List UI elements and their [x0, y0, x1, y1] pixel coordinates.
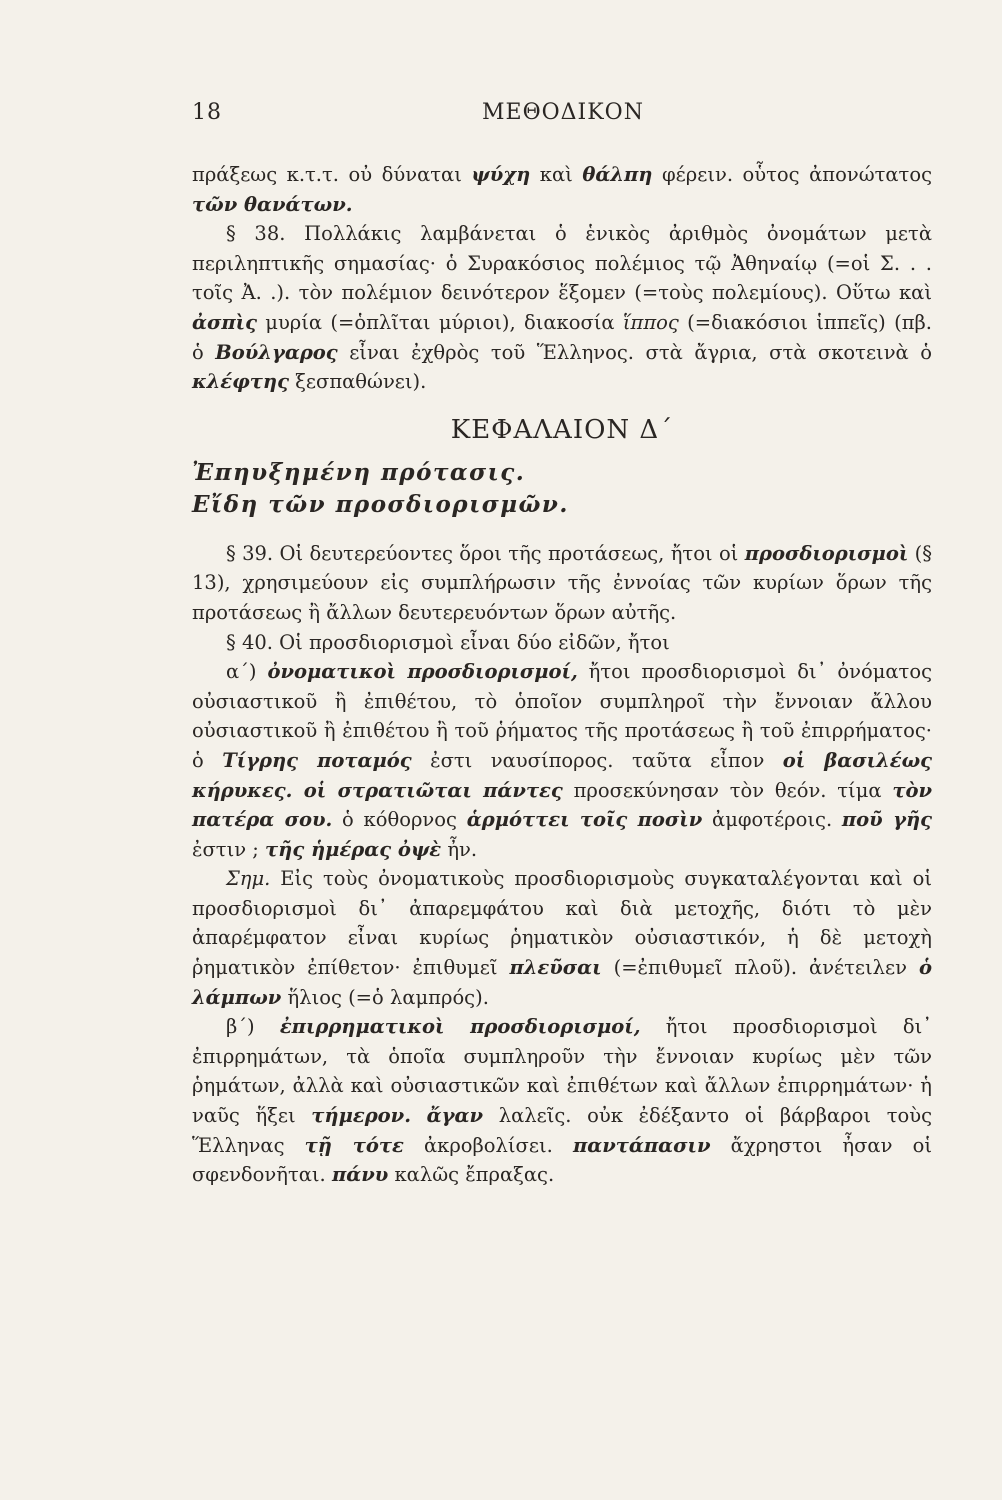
text-run: ἥλιος (=ὁ λαμπρός). — [281, 985, 489, 1009]
text-run: ἤτοι προσδιορισμοὶ δι᾽ ἐπιρρημάτων, τὰ ὁποῖα συμπληροῦν τὴν ἔννοιαν κυρίως μὲν τῶν ῥημάτων, ἀλλὰ καὶ οὐσιαστικῶν καὶ ἐπιθέτων καὶ ἄλλων ἐπιρρημάτων· ἡ ναῦς ἥξει — [192, 1015, 932, 1128]
spacer — [192, 521, 932, 539]
emphasis-run: τήμερον. — [311, 1104, 411, 1128]
item-a — [192, 657, 932, 864]
emphasis-run: ὁ λάμπων — [192, 956, 933, 1009]
text-run: καὶ — [530, 163, 583, 186]
emphasis-run: ποῦ γῆς — [841, 808, 932, 832]
emphasis-run: ἐπιρρηματικοὶ προσδιορισμοί, — [279, 1015, 641, 1039]
text-run: πράξεως κ.τ.τ. οὐ δύναται — [192, 163, 472, 186]
emphasis-run: πάνυ — [331, 1163, 389, 1187]
emphasis-run: ἁρμόττει τοῖς ποσὶν — [466, 808, 703, 832]
emphasis-run: τῆς ἡμέρας ὀψὲ — [265, 837, 442, 861]
emphasis-run: Βούλγαρος — [215, 340, 338, 364]
text-run: προσεκύνησαν τὸν θεόν. τίμα — [562, 778, 893, 802]
text-run: ἀκροβολίσει. — [403, 1133, 573, 1157]
emphasis-run: Τίγρης ποταμός — [222, 748, 412, 772]
page-number: 18 — [192, 100, 222, 125]
text-run: ἄχρηστοι ἦσαν οἱ σφενδονῆται. — [192, 1133, 932, 1187]
paragraph-40: § 40. Οἱ προσδιορισμοὶ εἶναι δύο εἰδῶν, ἤτοι — [226, 630, 670, 654]
emphasis-run: ὀνοματικοὶ προσδιορισμοί, — [267, 660, 578, 684]
chapter-title: ΚΕΦΑΛΑΙΟΝ Δ΄ — [450, 414, 674, 445]
section-heading-2: Εἴδη τῶν προσδιορισμῶν. — [192, 490, 569, 518]
text-run: β΄) — [226, 1015, 280, 1039]
text-run: § 39. Οἱ δευτερεύοντες ὅροι τῆς προτάσεως, ἤτοι οἱ — [226, 541, 745, 565]
running-title: ΜΕΘΟΔΙΚΟΝ — [482, 100, 644, 125]
text-run: ἐστι ναυσίπορος. ταῦτα εἶπον — [411, 748, 783, 772]
text-run: § 38. Πολλάκις λαμβάνεται ὁ ἑνικὸς ἀριθμὸς ὀνομάτων μετὰ περιληπτικῆς σημασίας· ὁ Συρακόσιος πολέμιος τῷ Ἀθηναίῳ (=οἱ Σ. . . τοῖς Ἀ. .). τὸν πολέμιον δεινότερον ἕξομεν (=τοὺς πολεμίους). Οὕτω καὶ — [192, 222, 932, 305]
text-run: ὁ κόθορνος — [332, 808, 467, 832]
emphasis-run: ψύχη — [471, 163, 531, 186]
text-run: ἀμφοτέροις. — [702, 808, 842, 832]
emphasis-run: κλέφτης — [192, 370, 289, 394]
emphasis-run: θάλπη — [582, 163, 653, 186]
text-run: ξεσπαθώνει). — [288, 370, 427, 394]
text-run: ἦν. — [441, 837, 478, 861]
text-run: Εἰς τοὺς ὀνοματικοὺς προσδιορισμοὺς συγκαταλέγονται καὶ οἱ προσδιορισμοὶ δι᾽ ἀπαρεμφάτου καὶ διὰ μετοχῆς, διότι τὸ μὲν ἀπαρέμφατον εἶναι κυρίως ῥηματικὸν οὐσιαστικόν, ἡ δὲ μετοχὴ ῥηματικὸν ἐπίθετον· ἐπιθυμεῖ — [192, 867, 932, 980]
text-run: μυρία (=ὁπλῖται μύριοι), διακοσία — [256, 310, 623, 334]
text-run: ἤτοι προσδιορισμοὶ δι᾽ ὀνόματος οὐσιαστικοῦ ἢ ἐπιθέτου, τὸ ὁποῖον συμπληροῖ τὴν ἔννοιαν ἄλλου οὐσιαστικοῦ ἢ ἐπιθέτου ἢ τοῦ ῥήματος τῆς προτάσεως ἢ τοῦ ἐπιρρήματος· ὁ — [192, 660, 932, 772]
emphasis-run: ἄγαν — [426, 1104, 484, 1128]
text-run — [411, 1104, 427, 1127]
paragraph-38 — [192, 219, 932, 397]
note-paragraph — [192, 864, 932, 1012]
emphasis-run: παντάπασιν — [572, 1133, 711, 1157]
text-run: καλῶς ἔπραξας. — [388, 1163, 555, 1187]
text-run: ἐστιν ; — [192, 837, 266, 861]
emphasis-run: προσδιορισμοὶ — [744, 541, 909, 565]
emphasis-run: πλεῦσαι — [509, 956, 602, 980]
emphasis-run: οἱ βασιλέως κήρυκες. οἱ στρατιῶται πάντες — [192, 748, 933, 802]
emphasis-run: ἵππος — [622, 310, 679, 334]
note-label: Σημ. — [226, 867, 271, 891]
emphasis-run: τῶν θανάτων. — [192, 192, 353, 216]
page-header — [192, 100, 920, 134]
intro-paragraph — [192, 160, 932, 219]
emphasis-run: τὸν πατέρα σου. — [192, 778, 932, 832]
text-run: (=διακόσιοι ἱππεῖς) (πβ. ὁ — [192, 310, 932, 364]
section-heading-1: Ἐπηυξημένη πρότασις. — [192, 458, 526, 486]
text-run: λαλεῖς. οὐκ ἐδέξαντο οἱ βάρβαροι τοὺς Ἕλληνας — [192, 1104, 932, 1157]
item-b — [192, 1012, 932, 1190]
emphasis-run: τῇ τότε — [304, 1133, 404, 1157]
text-run: φέρειν. οὗτος ἀπονώτατος — [652, 163, 933, 186]
paragraph-39 — [192, 539, 932, 628]
text-run: (=ἐπιθυμεῖ πλοῦ). ἀνέτειλεν — [601, 956, 919, 980]
emphasis-run: ἀσπὶς — [192, 310, 257, 334]
text-run: εἶναι ἐχθρὸς τοῦ Ἕλληνος. στὰ ἄγρια, στὰ σκοτεινὰ ὁ — [337, 340, 932, 364]
text-run: (§ 13), χρησιμεύουν εἰς συμπλήρωσιν τῆς ἐννοίας τῶν κυρίων ὅρων τῆς προτάσεως ἢ ἄλλων δευτερευόντων ὅρων αὐτῆς. — [192, 541, 932, 624]
body-text — [192, 160, 932, 1190]
text-run: α΄) — [226, 660, 268, 684]
